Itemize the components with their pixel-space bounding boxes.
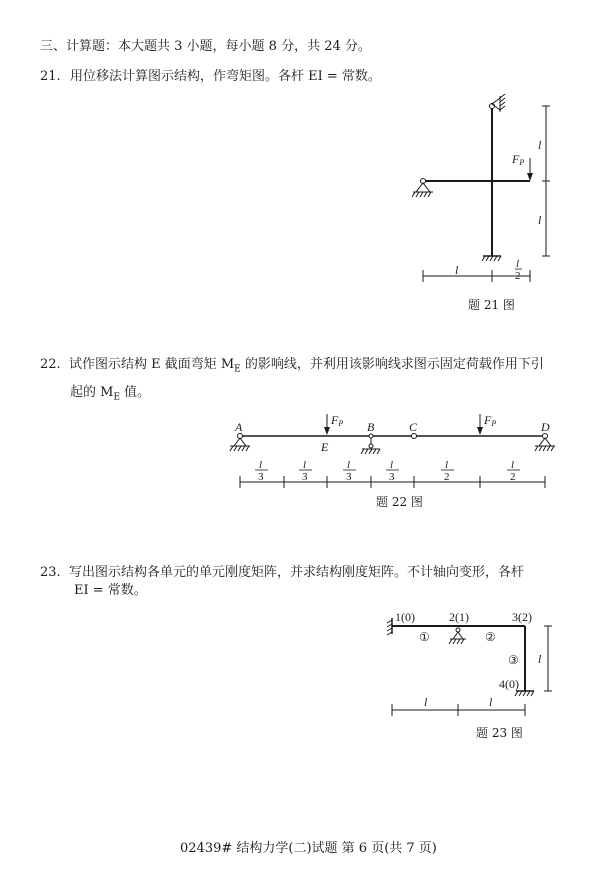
fig22-load-label-2: FP <box>484 413 497 428</box>
q21-number: 21. <box>40 69 61 84</box>
fig21-load-label: FP <box>512 152 525 167</box>
seg5-num: l <box>445 459 449 471</box>
q22-text-b: 的影响线，并利用该影响线求图示固定荷载作用下引 <box>240 357 544 372</box>
section-heading: 三、计算题：本大题共 3 小题，每小题 8 分，共 24 分。 <box>40 39 371 54</box>
seg4-num: l <box>390 459 394 471</box>
fig23-dim-right: l <box>489 695 493 709</box>
fig23-caption: 题 23 图 <box>476 726 523 740</box>
seg6-num: l <box>511 459 515 471</box>
q22-text-c: 起的 M <box>70 385 114 400</box>
fig21-dim-upper: l <box>538 138 542 152</box>
fig23 <box>387 618 552 716</box>
fig23-support-2 <box>449 628 466 644</box>
fig23-base <box>515 691 534 696</box>
q23-number: 23. <box>40 565 61 580</box>
q22-number: 22. <box>40 357 61 372</box>
seg2-num: l <box>303 459 307 471</box>
seg6-den: 2 <box>510 471 516 483</box>
fig22-label-e: E <box>321 440 329 454</box>
fig21-caption: 题 21 图 <box>468 298 515 312</box>
fig21-fixed-base <box>482 256 501 261</box>
fig22-label-c: C <box>409 420 418 434</box>
footer-text: 02439# 结构力学(二)试题 第 6 页(共 7 页) <box>180 841 437 856</box>
seg2-den: 3 <box>302 471 308 483</box>
fig21-dim-lower: l <box>538 213 542 227</box>
seg1-den: 3 <box>258 471 264 483</box>
q23-text-a: 写出图示结构各单元的单元刚度矩阵，并求结构刚度矩阵。不计轴向变形，各杆 <box>68 565 524 580</box>
fig23-node-4: 4(0) <box>499 677 519 691</box>
fig22-caption: 题 22 图 <box>376 495 423 509</box>
q22-text-a: 试作图示结构 E 截面弯矩 M <box>68 357 235 372</box>
fig23-dim-vertical: l <box>538 652 542 666</box>
fig21-dim-half-den: 2 <box>515 270 521 282</box>
fig22-load-label-1: FP <box>331 413 344 428</box>
seg5-den: 2 <box>444 471 450 483</box>
q23-text-line2: EI = 常数。 <box>74 583 147 598</box>
fig22-label-b: B <box>367 420 375 434</box>
q21-text: 用位移法计算图示结构，作弯矩图。各杆 EI = 常数。 <box>70 69 381 84</box>
fig21-dim-half-num: l <box>516 258 520 270</box>
fig21-dim-bottom: l <box>455 263 459 277</box>
seg1-num: l <box>259 459 263 471</box>
q22-sub-e2: E <box>113 392 121 403</box>
fig23-node-2: 2(1) <box>449 610 469 624</box>
seg4-den: 3 <box>389 471 395 483</box>
fig22-label-a: A <box>235 420 243 434</box>
fig23-node-3: 3(2) <box>512 610 532 624</box>
q22-text-d: 值。 <box>120 385 151 400</box>
fig22-support-b <box>361 434 380 454</box>
fig23-dim-left: l <box>424 695 428 709</box>
fig21 <box>412 94 550 282</box>
q22-sub-e: E <box>234 364 241 375</box>
fig22-label-d: D <box>541 420 550 434</box>
fig23-node-1: 1(0) <box>395 610 415 624</box>
fig22-hinge-c <box>412 434 417 439</box>
seg3-den: 3 <box>346 471 352 483</box>
fig23-element-3: ③ <box>508 653 519 667</box>
seg3-num: l <box>347 459 351 471</box>
fig23-element-2: ② <box>485 630 496 644</box>
fig23-element-1: ① <box>419 630 430 644</box>
